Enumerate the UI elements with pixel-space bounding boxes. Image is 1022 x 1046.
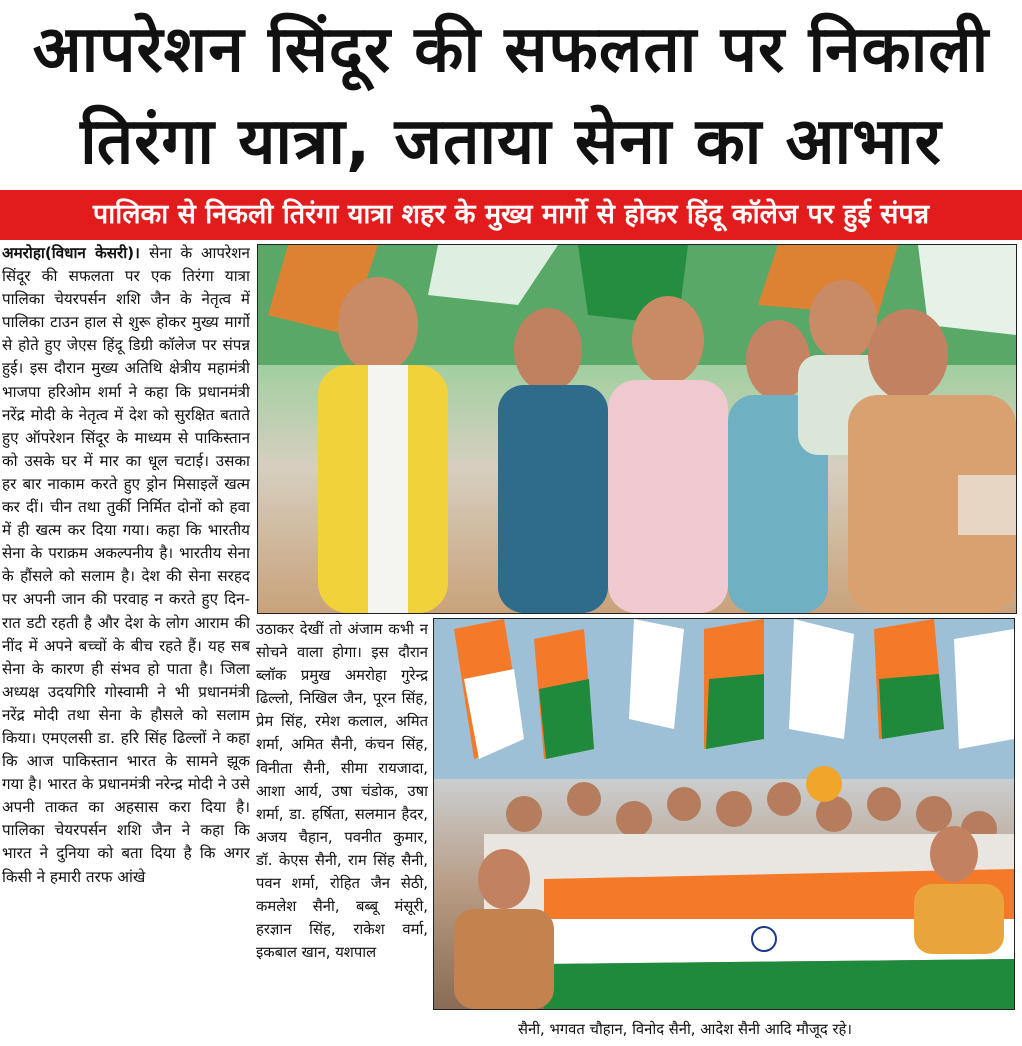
headline <box>0 0 1022 188</box>
byline: अमरोहा(विधान केसरी)। <box>2 244 150 262</box>
subheadline-banner: पालिका से निकली तिरंगा यात्रा शहर के मुख्य मार्गो से होकर हिंदू कॉलेज पर हुई संपन्न <box>0 190 1022 240</box>
photo-women-with-flags <box>257 244 1017 614</box>
headline-line-1: आपरेशन सिंदूर की सफलता पर निकाली <box>32 13 990 87</box>
photo-group-with-tricolour <box>433 618 1015 1010</box>
photo-women-illustration <box>258 245 1016 613</box>
article-column-middle: उठाकर देखीं तो अंजाम कभी न सोचने वाला होगा। इस दौरान ब्लॉक प्रमुख अमरोहा गुरेन्द्र ढिल्लो, निखिल जैन, पूरन सिंह, प्रेम सिंह, रमेश कलाल, अमित शर्मा, अमित सैनी, कंचन सिंह, विनीता सैनी, सीमा रायजादा, आशा आर्य, उषा चंडोक, उषा शर्मा, डा. हर्षिता, सलमान हैदर, अजय चैहान, पवनीत कुमार, डॉ. केएस सैनी, राम सिंह सैनी, पवन शर्मा, रोहित जैन सेठी, कमलेश सैनी, बब्बू मंसूरी, हरज्ञान सिंह, राकेश वर्मा, इकबाल खान, यशपाल <box>256 621 428 962</box>
headline-line-2: तिरंगा यात्रा, जताया सेना का आभार <box>80 105 942 179</box>
article-text-left: सेना के आपरेशन सिंदूर की सफलता पर एक तिरंगा यात्रा पालिका चेयरपर्सन शशि जैन के नेतृत्व में पालिका टाउन हाल से शुरू होकर मुख्य मार्गो से होते हुए जेएस हिंदू डिग्री कॉलेज पर संपन्न हुई। इस दौरान मुख्य अतिथि क्षेत्रीय महामंत्री भाजपा हरिओम शर्मा ने कहा कि प्रधानमंत्री नरेंद्र मोदी के नेतृत्व में देश को सुरक्षित बताते हुए ऑपरेशन सिंदूर के माध्यम से पाकिस्तान को उसके घर में मार का धूल चटाई। उसका हर बार नाकाम करते हुए ड्रोन मिसाइलें खत्म कर दीं। चीन तथा तुर्की निर्मित दोनों को हवा में ही खत्म कर दिया गया। कहा कि भारतीय सेना के पराक्रम अकल्पनीय है। भारतीय सेना के हौंसले को सलाम है। देश की सेना सरहद पर अपनी जान की परवाह न करते हुए दिन-रात डटी रहती है और देश के लोग आराम की नींद में अपने बच्चों के बीच रहते हैं। यह सब सेना के कारण ही संभव हो पाता है। जिला अध्यक्ष उदयगिरि गोस्वामी ने भी प्रधानमंत्री नरेंद्र मोदी तथा सेना के हौसले को सलाम किया। एमएलसी डा. हरि सिंह ढिल्लों ने कहा कि आज पाकिस्तान भारत के सामने झूक गया है। भारत के प्रधानमंत्री नरेन्द्र मोदी ने उसे अपनी ताकत का अहसास करा दिया है। पालिका चेयरपर्सन शशि जैन ने कहा कि भारत ने दुनिया को बता दिया है कि अगर किसी ने हमारी तरफ आंखे <box>2 244 250 886</box>
article-column-left <box>2 242 250 1042</box>
photo-group-illustration <box>434 619 1014 1009</box>
article-closing-line: सैनी, भगवत चौहान, विनोद सैनी, आदेश सैनी आदि मौजूद रहे। <box>518 1021 852 1038</box>
